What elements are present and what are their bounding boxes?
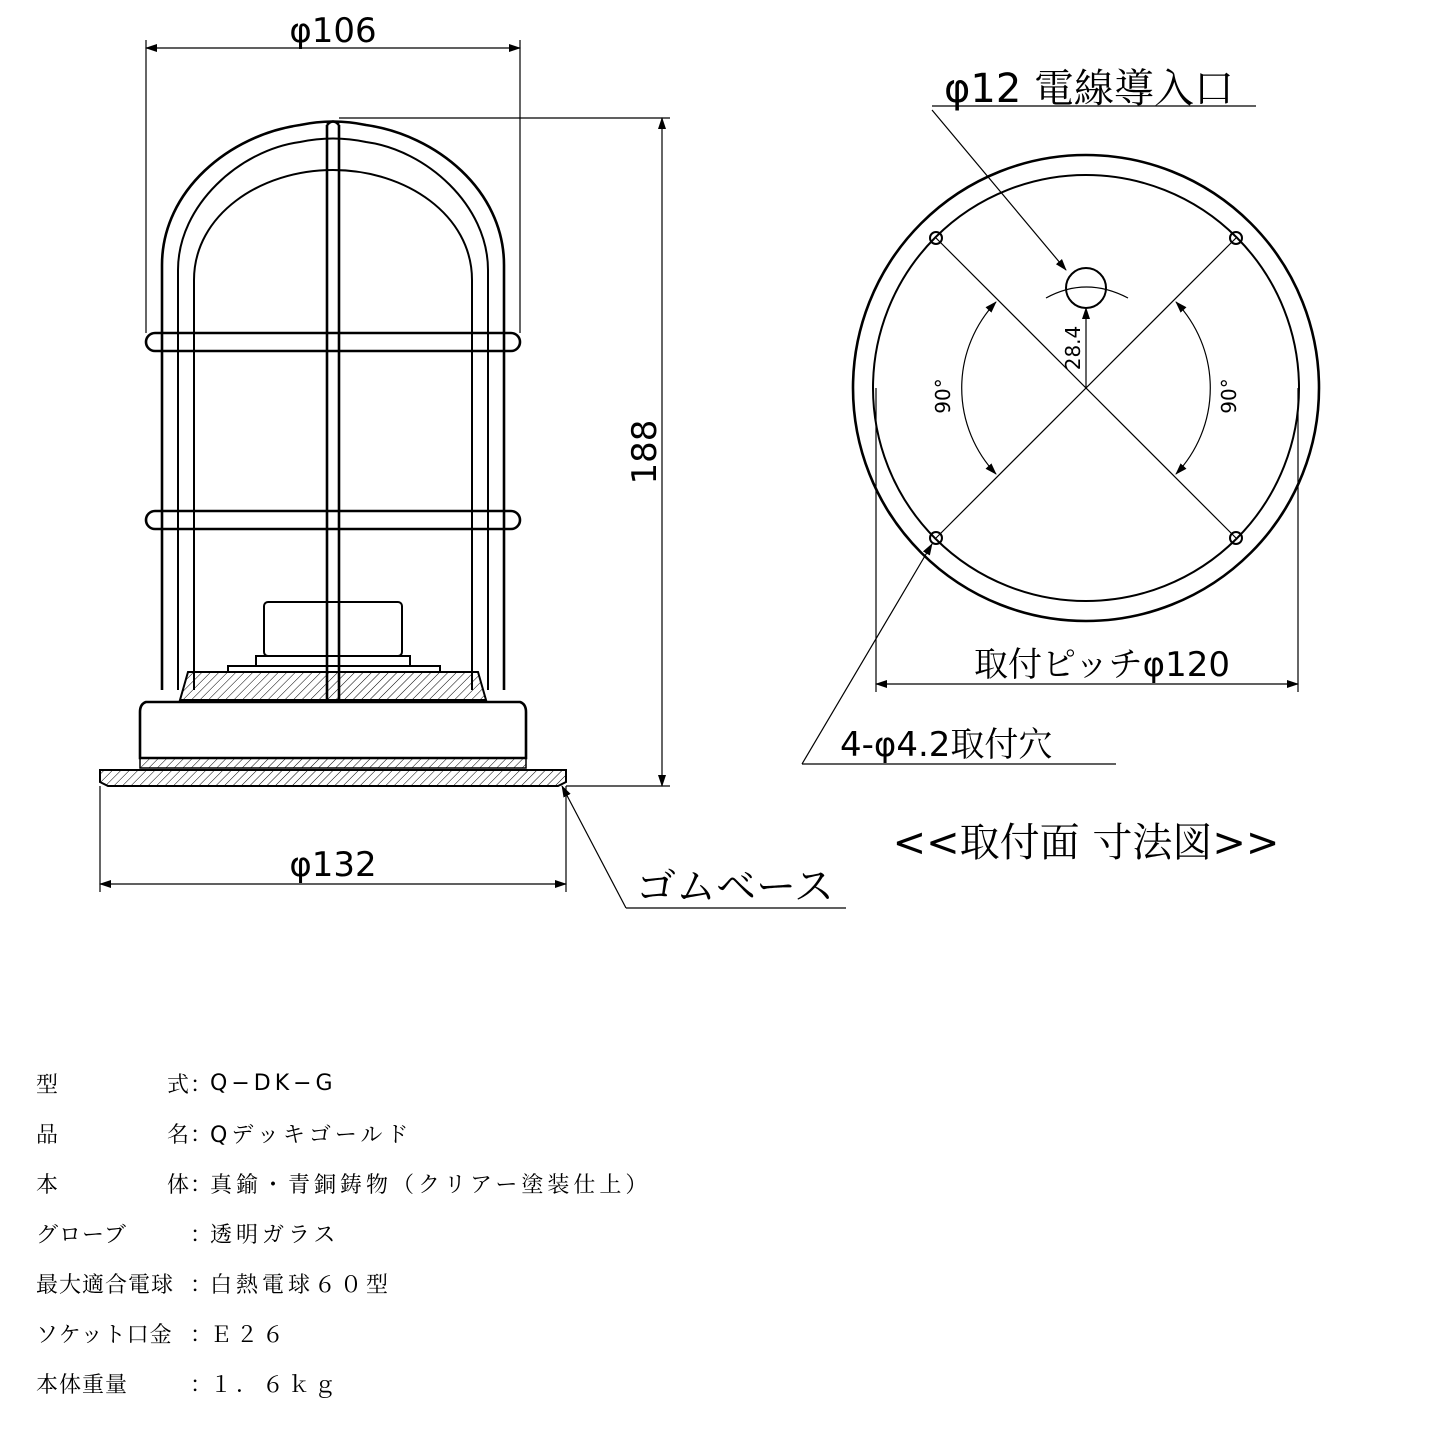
height-label: 188 <box>625 419 665 485</box>
spec-value: １．６ｋｇ <box>210 1372 341 1398</box>
spec-value: Ｅ２６ <box>210 1322 289 1348</box>
cage-outer-frame <box>162 122 504 691</box>
spec-value: 真鍮・青銅鋳物（クリアー塗装仕上） <box>210 1172 652 1198</box>
rubber-base-label: ゴムベース <box>636 864 834 910</box>
angle-left-label: 90° <box>931 378 955 414</box>
base-width-label: φ132 <box>289 845 377 885</box>
spec-label: 最大適合電球 <box>36 1272 175 1298</box>
top-width-label: φ106 <box>289 11 377 51</box>
mount-view-caption: <<取付面 寸法図>> <box>892 820 1280 866</box>
cage-ring-upper <box>146 333 520 351</box>
body-base <box>140 702 526 758</box>
pitch-label: 取付ピッチφ120 <box>974 645 1230 685</box>
spec-row-globe: グローブ ： 透明ガラス <box>36 1208 836 1258</box>
spec-label: 本体重量 <box>36 1372 129 1398</box>
cage-middle-frame <box>178 139 488 691</box>
mount-view <box>802 66 1319 866</box>
globe-outline <box>194 170 472 690</box>
cable-entry-label: φ12 電線導入口 <box>944 66 1234 112</box>
spec-row-product-name: 品 名 ： Qデッキゴールド <box>36 1108 836 1158</box>
spec-value: Q−DK−G <box>210 1070 337 1096</box>
spec-label: 型 式 <box>36 1072 190 1098</box>
spec-value: 白熱電球６０型 <box>210 1272 393 1298</box>
spec-label: グローブ <box>36 1222 127 1248</box>
spec-label: ソケット口金 <box>36 1322 173 1348</box>
angle-right-label: 90° <box>1217 378 1241 414</box>
spec-table <box>36 1058 836 1408</box>
side-view <box>100 11 846 910</box>
spec-row-max-bulb: 最大適合電球 ： 白熱電球６０型 <box>36 1258 836 1308</box>
spec-label: 品 名 <box>36 1122 190 1148</box>
cage-ring-lower <box>146 511 520 529</box>
spec-value: 透明ガラス <box>210 1222 340 1248</box>
spec-value: Qデッキゴールド <box>210 1122 413 1148</box>
body-flange-hatch <box>140 758 526 768</box>
spec-row-socket: ソケット口金 ： Ｅ２６ <box>36 1308 836 1358</box>
offset-label: 28.4 <box>1061 325 1085 371</box>
spec-row-weight: 本体重量 ： １．６ｋｇ <box>36 1358 836 1408</box>
spec-label: 本 体 <box>36 1172 190 1198</box>
spec-row-model: 型 式 ： Q−DK−G <box>36 1058 836 1108</box>
holes-label: 4-φ4.2取付穴 <box>840 725 1053 765</box>
base-casting <box>180 672 486 700</box>
spec-row-body: 本 体 ： 真鍮・青銅鋳物（クリアー塗装仕上） <box>36 1158 836 1208</box>
rubber-base <box>100 770 566 786</box>
socket <box>264 602 402 656</box>
